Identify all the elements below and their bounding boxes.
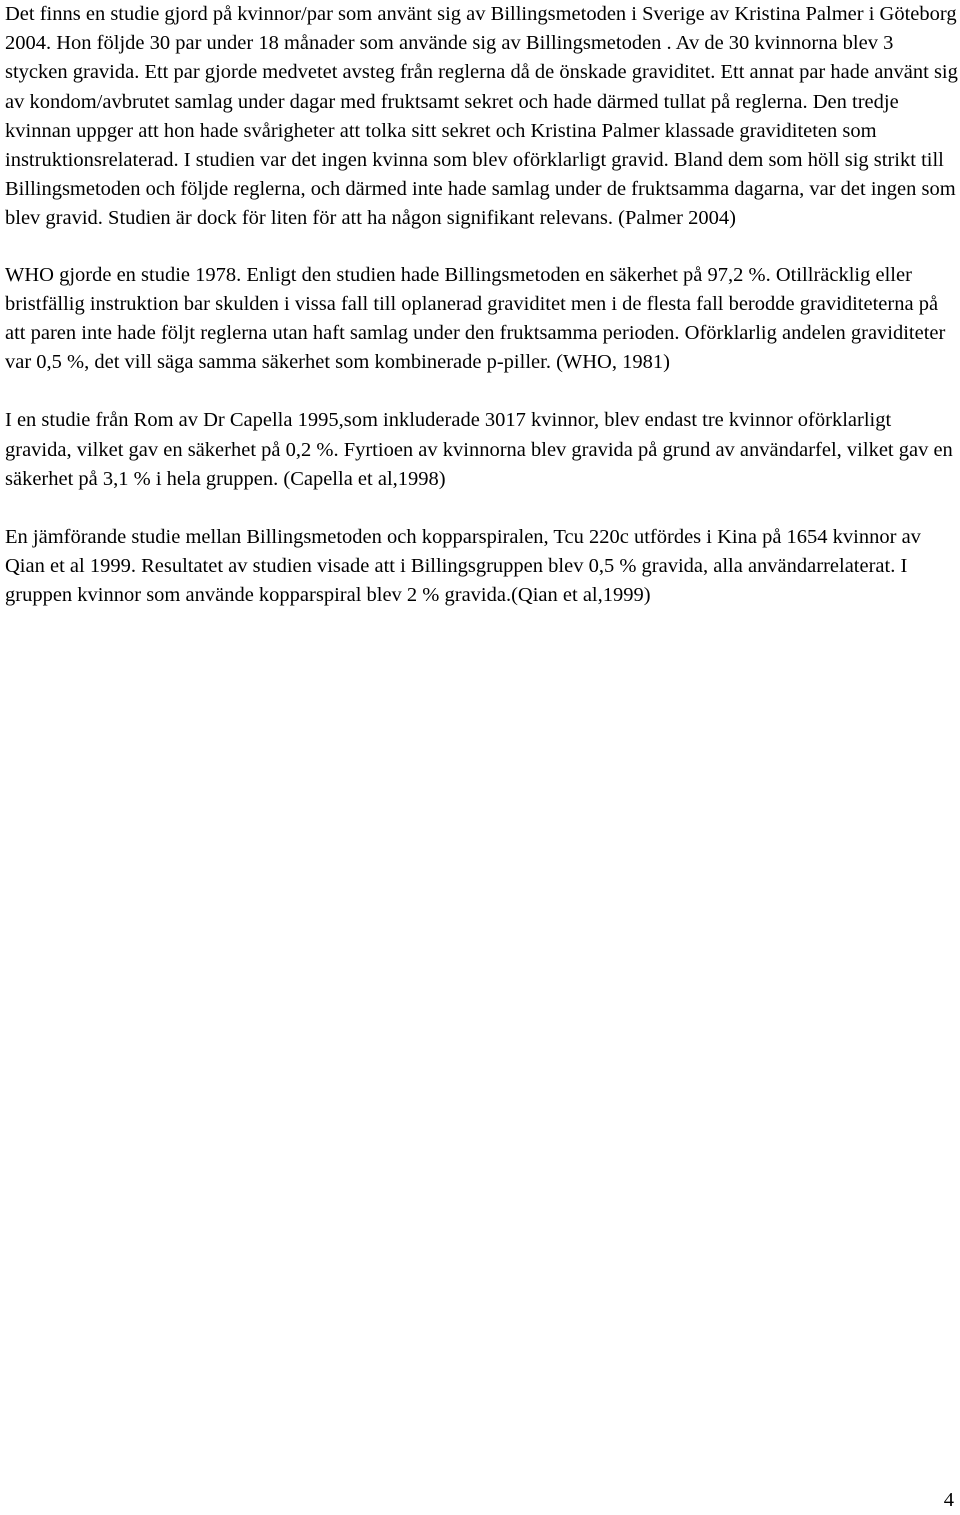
paragraph-palmer-study: Det finns en studie gjord på kvinnor/par som använt sig av Billingsmetoden i Sverige av Kristina Palmer i Göteborg 2004. Hon följde 30 par under 18 månader som använde sig av Billingsmetoden . Av de 30 kvinnorna blev 3 stycken gravida. Ett par gjorde medvetet avsteg från reglerna då de önskade graviditet. Ett annat par hade använt sig av kondom/avbrutet samlag under dagar med fruktsamt sekret och hade därmed tullat på reglerna. Den tredje kvinnan uppger att hon hade svårigheter att tolka sitt sekret och Kristina Palmer klassade graviditeten som instruktionsrelaterad. I studien var det ingen kvinna som blev oförklarligt gravid. Bland dem som höll sig strikt till Billingsmetoden och följde reglerna, och därmed inte hade samlag under de fruktsamma dagarna, var det ingen som blev gravid. Studien är dock för liten för att ha någon signifikant relevans. (Palmer 2004) bbox=[5, 3, 958, 230]
paragraph-who-study: WHO gjorde en studie 1978. Enligt den studien hade Billingsmetoden en säkerhet på 97,2 %. Otillräcklig eller bristfällig instruktion bar skulden i vissa fall till oplanerad graviditet men i de flesta fall berodde graviditeterna på att paren inte hade följt reglerna utan haft samlag under den fruktsamma perioden. Oförklarlig andelen graviditeter var 0,5 %, det vill säga samma säkerhet som kombinerade p-piller. (WHO, 1981) bbox=[5, 263, 946, 374]
paragraph-qian-study: En jämförande studie mellan Billingsmetoden och kopparspiralen, Tcu 220c utfördes i Kina på 1654 kvinnor av Qian et al 1999. Resultatet av studien visade att i Billingsgruppen blev 0,5 % gravida, alla användarrelaterat. I gruppen kvinnor som använde kopparspiral blev 2 % gravida.(Qian et al,1999) bbox=[5, 526, 921, 607]
paragraph-capella-study: I en studie från Rom av Dr Capella 1995,som inkluderade 3017 kvinnor, blev endast tre kvinnor oförklarligt gravida, vilket gav en säkerhet på 0,2 %. Fyrtioen av kvinnorna blev gravida på grund av användarfel, vilket gav en säkerhet på 3,1 % i hela gruppen. (Capella et al,1998) bbox=[5, 409, 953, 490]
page-number: 4 bbox=[943, 1489, 954, 1511]
document-page bbox=[5, 0, 958, 611]
